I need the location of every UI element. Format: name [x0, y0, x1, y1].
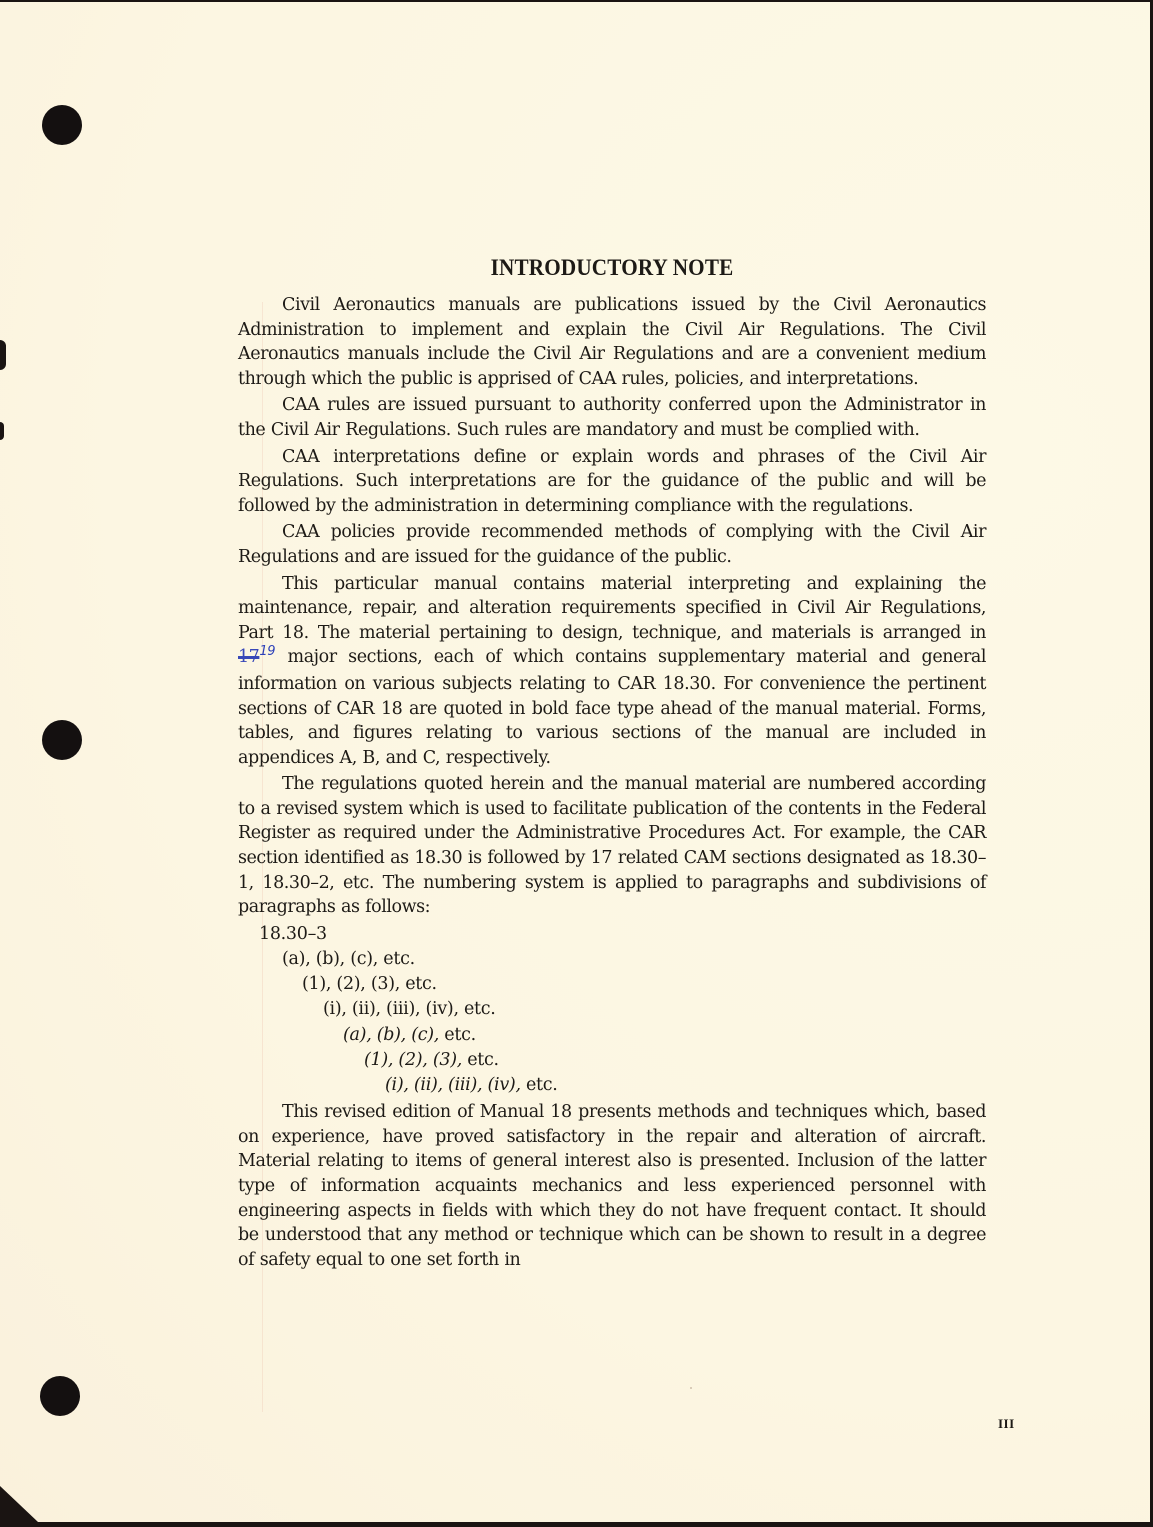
paragraph-numbering-system: The regulations quoted herein and the manual material are numbered according to a revised system which is used to facilitate publication of the contents in the Federal Register as required under the Administrative Procedures Act. For example, the CAR section identified as 18.30 is followed by 17 related CAM sections designated as 18.30–1, 18.30–2, etc. The numbering system is applied to paragraphs and subdivisions of paragraphs as follows: [238, 774, 986, 918]
paragraph-revised-edition: This revised edition of Manual 18 presents methods and techniques which, based on experience, have proved satisfactory in the repair and alteration of aircraft. Material relating to items of general interest also is presented. Inclusion of the latter type of information acquaints mechanics and less experienced personnel with engineering aspects in fields with which they do not have frequent contact. It should be understood that any method or technique which can be shown to result in a degree of safety equal to one set forth in [238, 1102, 986, 1270]
numbering-level-section: 18.30–3 [259, 923, 327, 944]
edge-tear-mark [0, 340, 6, 370]
document-body [238, 254, 986, 1272]
page-title: INTRODUCTORY NOTE [490, 255, 734, 280]
punch-hole-middle [42, 720, 82, 760]
edge-tear-mark [0, 422, 4, 440]
paragraph-caa-interpretations: CAA interpretations define or explain words and phrases of the Civil Air Regulations. Such interpretations are for the guidance of the public and will be followed by the administration in determining compliance with the regulations. [238, 446, 986, 516]
numbering-level-roman: (i), (ii), (iii), (iv), etc. [323, 999, 496, 1020]
page-number: III [998, 1416, 1015, 1431]
document-page [0, 2, 1150, 1522]
paragraph-caa-policies: CAA policies provide recommended methods of complying with the Civil Air Regulations and are issued for the guidance of the public. [238, 522, 986, 567]
handwritten-section-count: 19 [259, 644, 276, 660]
struck-section-count: 17 [238, 647, 260, 668]
paragraph-text-before-edit: This particular manual contains material interpreting and explaining the maintenance, repair, and alteration requirements specified in Civil Air Regulations, Part 18. The material pertaining to design, technique, and materials is arranged in [238, 573, 986, 643]
paragraph-manual-contents [238, 572, 986, 771]
numbering-level-italic-letters: (a), (b), (c), etc. [343, 1024, 476, 1045]
numbering-level-letters: (a), (b), (c), etc. [282, 949, 415, 970]
paragraph-manuals-intro: Civil Aeronautics manuals are publications issued by the Civil Aeronautics Administration to implement and explain the Civil Air Regulations. The Civil Aeronautics manuals include the Civil Air Regulations and are a convenient medium through which the public is apprised of CAA rules, policies, and interpretations. [238, 295, 986, 389]
punch-hole-bottom [40, 1376, 80, 1416]
paragraph-caa-rules: CAA rules are issued pursuant to authority conferred upon the Administrator in the Civil Air Regulations. Such rules are mandatory and must be complied with. [238, 395, 986, 440]
paper-speck [690, 1387, 692, 1389]
page-corner-shadow [0, 1486, 38, 1522]
paragraph-text-after-edit: major sections, each of which contains supplementary material and general information on various subjects relating to CAR 18.30. For convenience the pertinent sections of CAR 18 are quoted in bold face type ahead of the manual material. Forms, tables, and figures relating to various sections of the manual are included in appendices A, B, and C, respectively. [238, 647, 986, 768]
punch-hole-top [42, 105, 82, 145]
numbering-example-list [238, 922, 986, 1098]
numbering-level-italic-numbers: (1), (2), (3), etc. [364, 1049, 499, 1070]
numbering-level-numbers: (1), (2), (3), etc. [302, 974, 437, 995]
numbering-level-italic-roman: (i), (ii), (iii), (iv), etc. [385, 1075, 558, 1096]
